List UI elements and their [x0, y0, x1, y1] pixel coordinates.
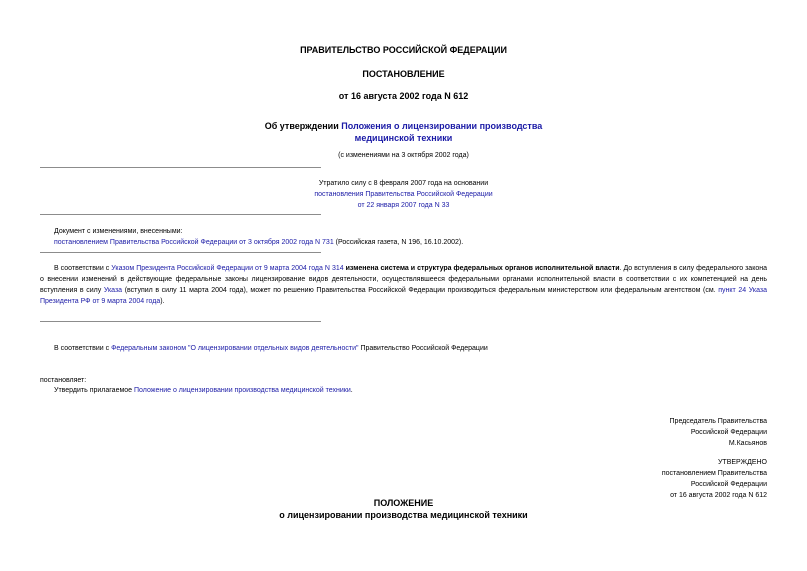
divider [40, 321, 321, 322]
federal-law-link[interactable]: Федеральным законом "О лицензировании отдельных видов деятельности" [111, 345, 359, 352]
approved-country: Российской Федерации [690, 481, 767, 488]
approved-label: УТВЕРЖДЕНО [717, 459, 767, 466]
divider [40, 167, 321, 168]
appendix-subtitle: о лицензировании производства медицинской техники [279, 510, 528, 520]
regulation-link[interactable]: Положение о лицензировании производства медицинской техники [134, 387, 351, 394]
signature-position: Председатель Правительства [669, 418, 767, 425]
government-name: ПРАВИТЕЛЬСТВО РОССИЙСКОЙ ФЕДЕРАЦИИ [300, 45, 507, 55]
signature-block [670, 416, 767, 449]
document-title [200, 120, 607, 144]
amendments-note: (с изменениями на 3 октября 2002 года) [338, 152, 469, 159]
repeal-notice [300, 178, 507, 211]
title-prefix: Об утверждении [264, 121, 342, 131]
document-date-number: от 16 августа 2002 года N 612 [338, 91, 469, 101]
divider [40, 214, 321, 215]
repeal-link-cont[interactable]: от 22 января 2007 года N 33 [357, 202, 450, 209]
title-link-regulation-cont[interactable]: медицинской техники [354, 133, 453, 143]
divider [40, 252, 321, 253]
signature-country: Российской Федерации [690, 429, 767, 436]
title-link-regulation[interactable]: Положения о лицензировании производства [341, 121, 543, 131]
resolves-label: постановляет: [40, 377, 87, 384]
amended-by-label: Документ с изменениями, внесенными: [54, 228, 183, 235]
approve-paragraph: Утвердить прилагаемое Положение о лицензировании производства медицинской техники. [54, 387, 353, 394]
commentary-paragraph: В соответствии с Указом Президента Российской Федерации от 9 марта 2004 года N 314 изменена система и структура федеральных органов исполнительной власти. До вступления в силу федерального закона о внесении изменений в действующие федеральные законы лицензирование видов деятельности, осуществлявшееся федеральными органами исполнительной власти в соответствии с их компетенцией на день вступления в силу Указа (вступил в силу 11 марта 2004 года), может по решению Правительства Российской Федерации производиться федеральным министерством или федеральным агентством (см. пункт 24 Указа Президента РФ от 9 марта 2004 года). [40, 265, 767, 305]
amended-by-block [54, 226, 754, 248]
basis-paragraph: В соответствии с Федеральным законом "О лицензировании отдельных видов деятельности" Правительство Российской Федерации [54, 345, 488, 352]
amended-by-link[interactable]: постановлением Правительства Российской Федерации от 3 октября 2002 года N 731 [54, 239, 334, 246]
repeal-link[interactable]: постановления Правительства Российской Федерации [314, 191, 493, 198]
amended-by-line [54, 237, 754, 248]
commentary-link-decree[interactable]: Указом Президента Российской Федерации от 9 марта 2004 года N 314 [111, 265, 344, 272]
approved-date: от 16 августа 2002 года N 612 [670, 492, 767, 499]
document-type: ПОСТАНОВЛЕНИЕ [362, 69, 445, 79]
repeal-line: Утратило силу с 8 февраля 2007 года на основании [318, 180, 489, 187]
commentary-link-clause[interactable]: пункт 24 Указа Президента РФ от 9 марта 2004 года [40, 287, 767, 305]
approved-block [662, 457, 767, 501]
approved-by: постановлением Правительства [661, 470, 767, 477]
signature-name: М.Касьянов [728, 440, 767, 447]
appendix-title: ПОЛОЖЕНИЕ [373, 498, 434, 508]
commentary-link-decree-short[interactable]: Указа [103, 287, 123, 294]
amended-by-source: (Российская газета, N 196, 16.10.2002). [333, 239, 464, 246]
